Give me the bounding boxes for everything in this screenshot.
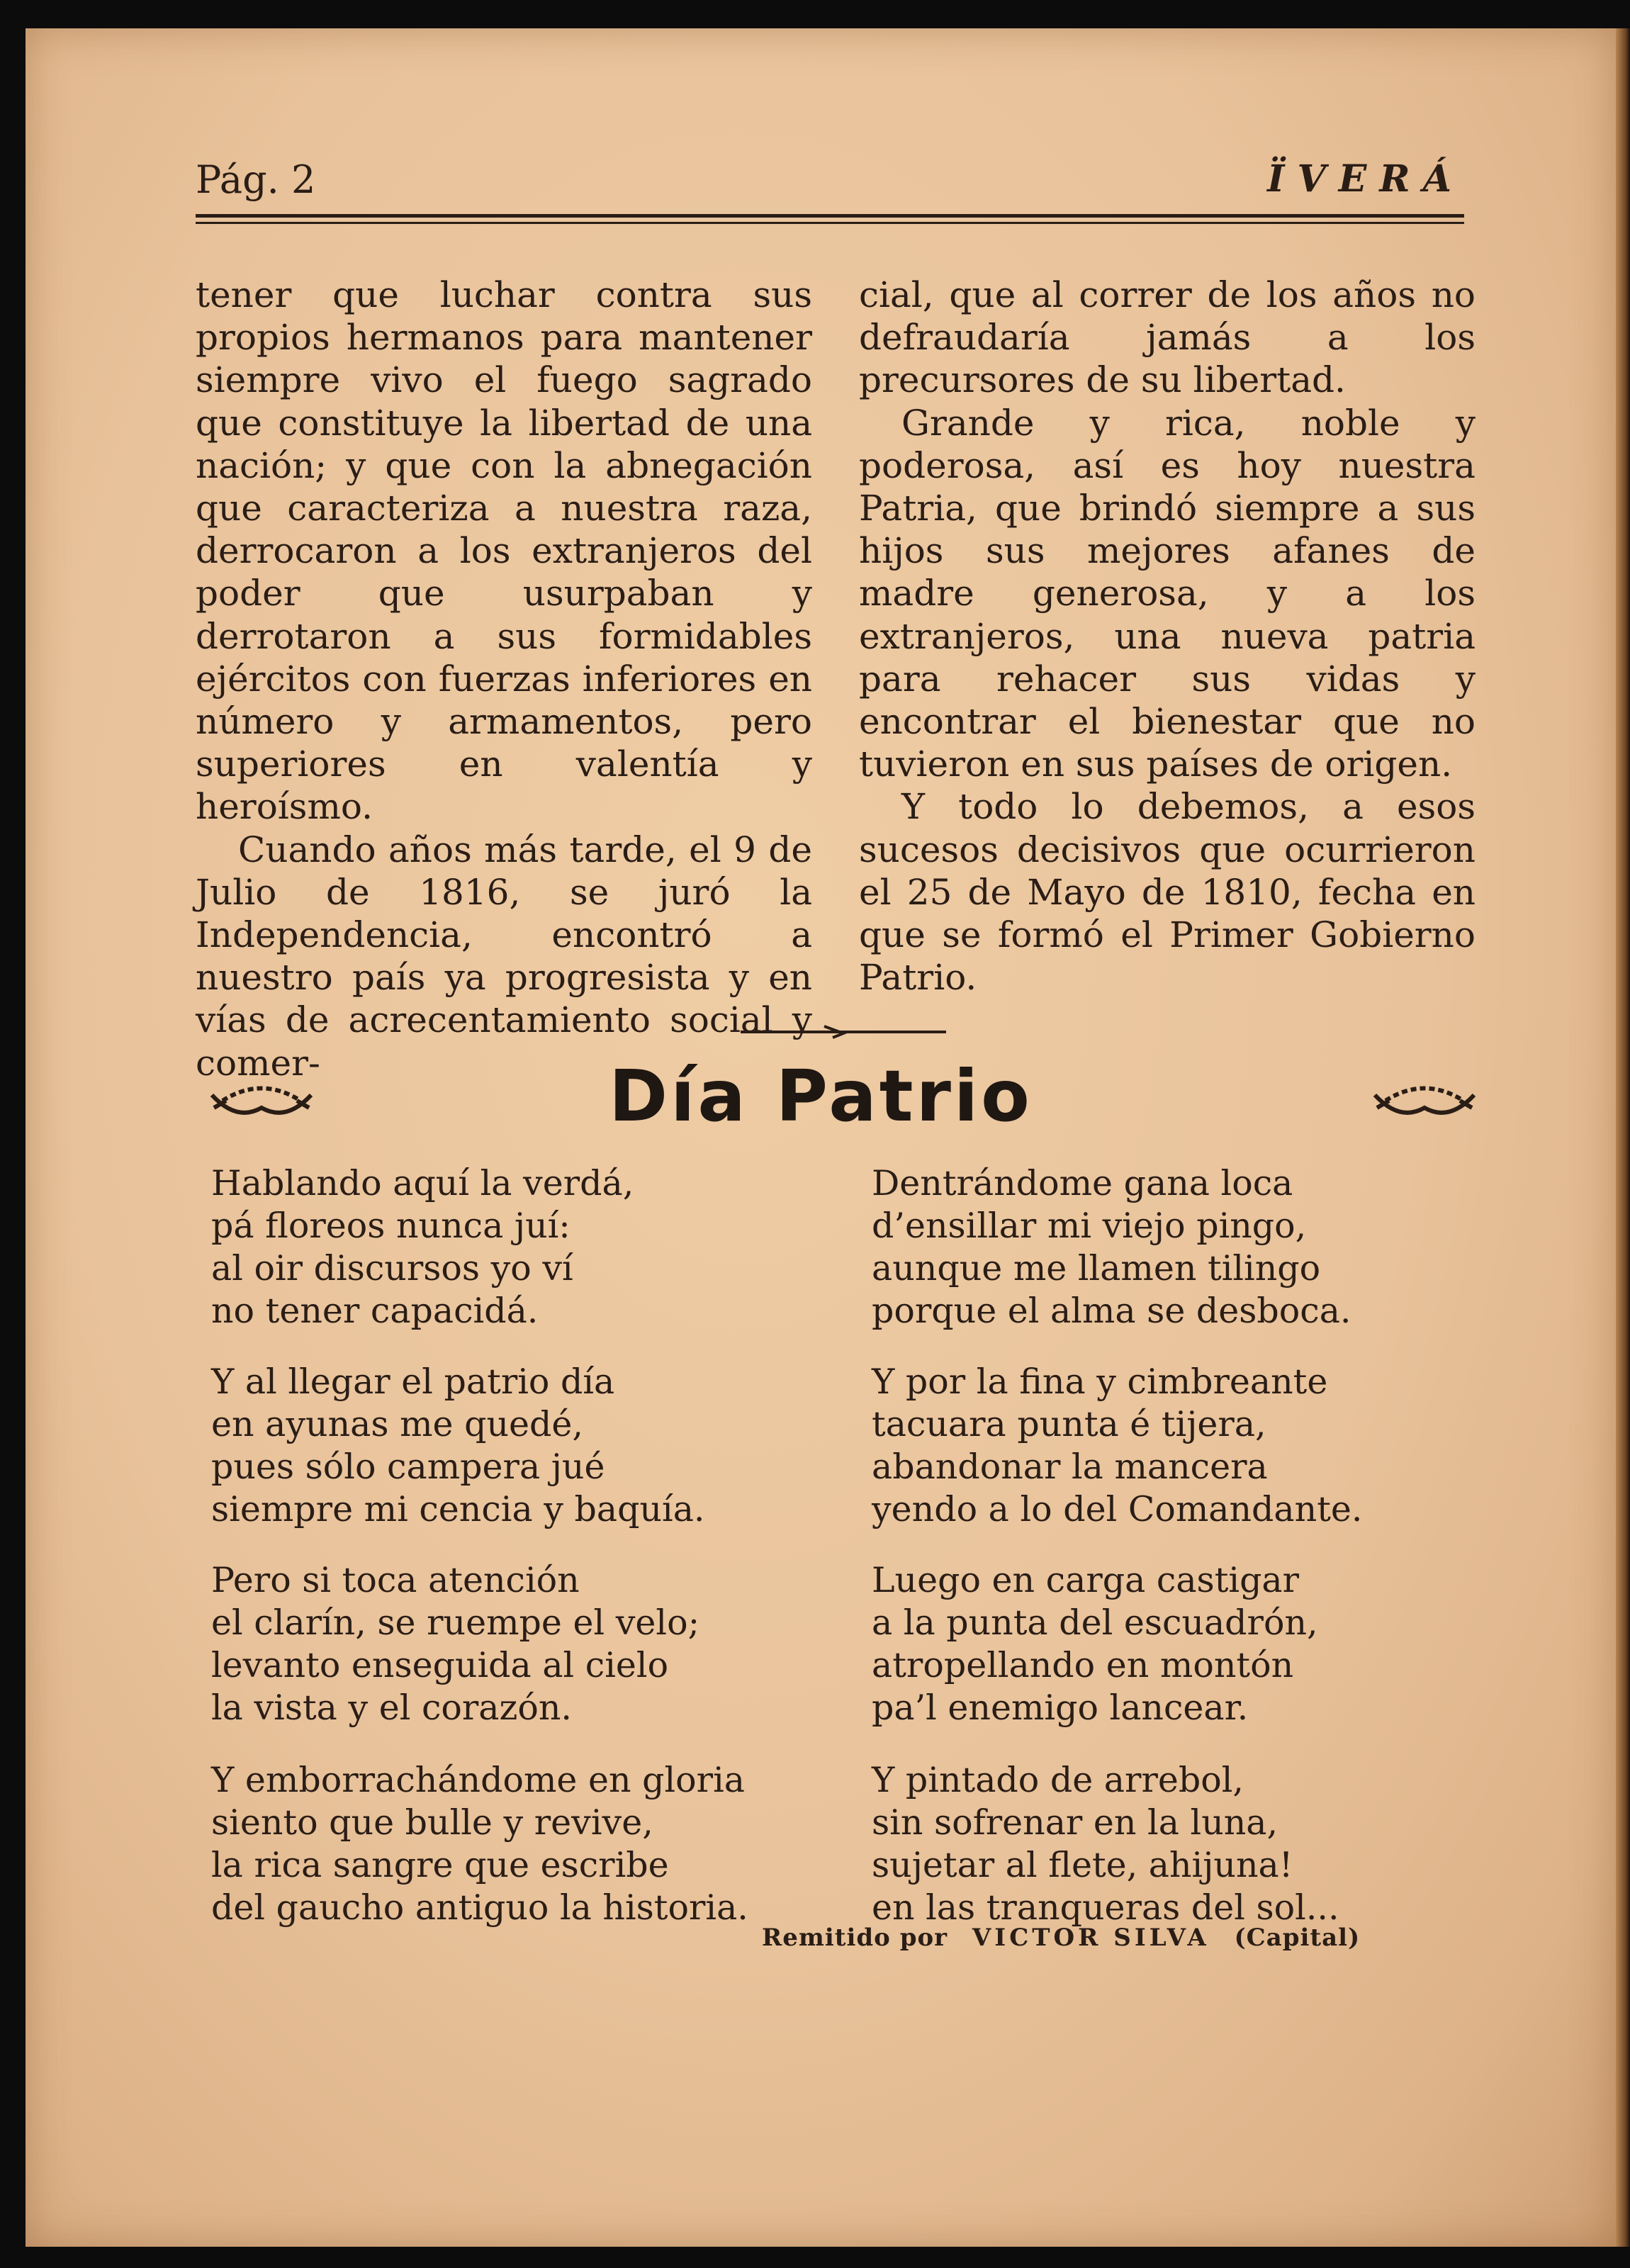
- page-number: Pág. 2: [196, 157, 316, 202]
- poem-line: pá floreos nunca juí:: [211, 1206, 570, 1246]
- left-fleuron-icon: [208, 1079, 315, 1122]
- header-rule-thin: [196, 222, 1464, 224]
- poem-line: pues sólo campera jué: [211, 1447, 605, 1487]
- poem-line: a la punta del escuadrón,: [872, 1602, 1318, 1643]
- poem-line: Hablando aquí la verdá,: [211, 1163, 634, 1203]
- poem-stanza: [211, 1759, 748, 1929]
- poem-line: Y al llegar el patrio día: [211, 1362, 615, 1402]
- right-fleuron-icon: [1371, 1079, 1478, 1122]
- article-paragraph: Grande y rica, noble y poderosa, así es hoy nuestra Patria, que brindó siempre a sus hijos sus mejores afanes de madre generosa, y a los extranjeros, una nueva patria para rehacer sus vidas y encontrar el bienestar que no tuvieron en sus países de origen.: [859, 402, 1476, 785]
- poem-line: porque el alma se desboca.: [872, 1291, 1351, 1331]
- poem-line: al oir discursos yo ví: [211, 1248, 573, 1289]
- page-binding-edge: [1616, 28, 1630, 2247]
- poem-stanza: [872, 1361, 1362, 1531]
- poem-title: Día Patrio: [609, 1055, 1033, 1138]
- magazine-page: [26, 28, 1616, 2247]
- poem-line: Pero si toca atención: [211, 1560, 580, 1600]
- poem-stanza: [211, 1559, 699, 1729]
- poem-line: Y emborrachándome en gloria: [211, 1760, 745, 1800]
- poem-line: la rica sangre que escribe: [211, 1845, 669, 1885]
- poem-line: la vista y el corazón.: [211, 1688, 572, 1728]
- poem-line: siento que bulle y revive,: [211, 1802, 653, 1843]
- poem-line: abandonar la mancera: [872, 1447, 1268, 1487]
- poem-line: Dentrándome gana loca: [872, 1163, 1293, 1203]
- poem-line: Y pintado de arrebol,: [872, 1760, 1244, 1800]
- article-left-column: [196, 274, 812, 1084]
- poem-line: Y por la fina y cimbreante: [872, 1362, 1328, 1402]
- article-paragraph: cial, que al correr de los años no defraudaría jamás a los precursores de su libertad.: [859, 274, 1476, 401]
- poem-stanza: [872, 1759, 1339, 1929]
- poem-line: no tener capacidá.: [211, 1291, 539, 1331]
- poem-line: levanto enseguida al cielo: [211, 1645, 669, 1685]
- poem-line: Luego en carga castigar: [872, 1560, 1300, 1600]
- poem-stanza: [211, 1361, 704, 1531]
- article-right-column: [859, 274, 1476, 999]
- poem-stanza: [872, 1162, 1351, 1332]
- poem-line: siempre mi cencia y baquía.: [211, 1489, 705, 1529]
- poem-line: en las tranqueras del sol...: [872, 1887, 1339, 1928]
- page-header: [196, 157, 1464, 207]
- article-paragraph: Cuando años más tarde, el 9 de Julio de 1816, se juró la Independencia, encontró a nuestro país ya progresista y en vías de acrecentamiento social y comer-: [196, 829, 812, 1084]
- poem-stanza: [872, 1559, 1318, 1729]
- credit-author: VICTOR SILVA: [972, 1924, 1210, 1952]
- poem-line: aunque me llamen tilingo: [872, 1248, 1321, 1289]
- article-paragraph: tener que luchar contra sus propios hermanos para mantener siempre vivo el fuego sagrado que constituye la libertad de una nación; y que con la abnegación que caracteriza a nuestra raza, derrocaron a los extranjeros del poder que usurpaban y derrotaron a sus formidables ejércitos con fuerzas inferiores en número y armamentos, pero superiores en valentía y heroísmo.: [196, 274, 812, 828]
- poem-line: en ayunas me quedé,: [211, 1404, 583, 1444]
- header-rule-thick: [196, 214, 1464, 218]
- poem-line: sin sofrenar en la luna,: [872, 1802, 1278, 1843]
- poem-line: pa’l enemigo lancear.: [872, 1688, 1249, 1728]
- poem-credit: [762, 1924, 1360, 1952]
- poem-line: el clarín, se ruempe el velo;: [211, 1602, 700, 1643]
- poem-stanza: [211, 1162, 634, 1332]
- poem-line: sujetar al flete, ahijuna!: [872, 1845, 1293, 1885]
- poem-line: atropellando en montón: [872, 1645, 1294, 1685]
- masthead-title: ÏVERÁ: [1267, 157, 1464, 201]
- section-divider-ornament: [741, 1025, 946, 1039]
- poem-line: d’ensillar mi viejo pingo,: [872, 1206, 1307, 1246]
- credit-prefix: Remitido por: [762, 1924, 948, 1952]
- poem-line: del gaucho antiguo la historia.: [211, 1887, 748, 1928]
- article-paragraph: Y todo lo debemos, a esos sucesos decisivos que ocurrieron el 25 de Mayo de 1810, fecha en que se formó el Primer Gobierno Patrio.: [859, 786, 1476, 999]
- poem-line: tacuara punta é tijera,: [872, 1404, 1266, 1444]
- poem-line: yendo a lo del Comandante.: [872, 1489, 1363, 1529]
- credit-location: (Capital): [1234, 1924, 1361, 1952]
